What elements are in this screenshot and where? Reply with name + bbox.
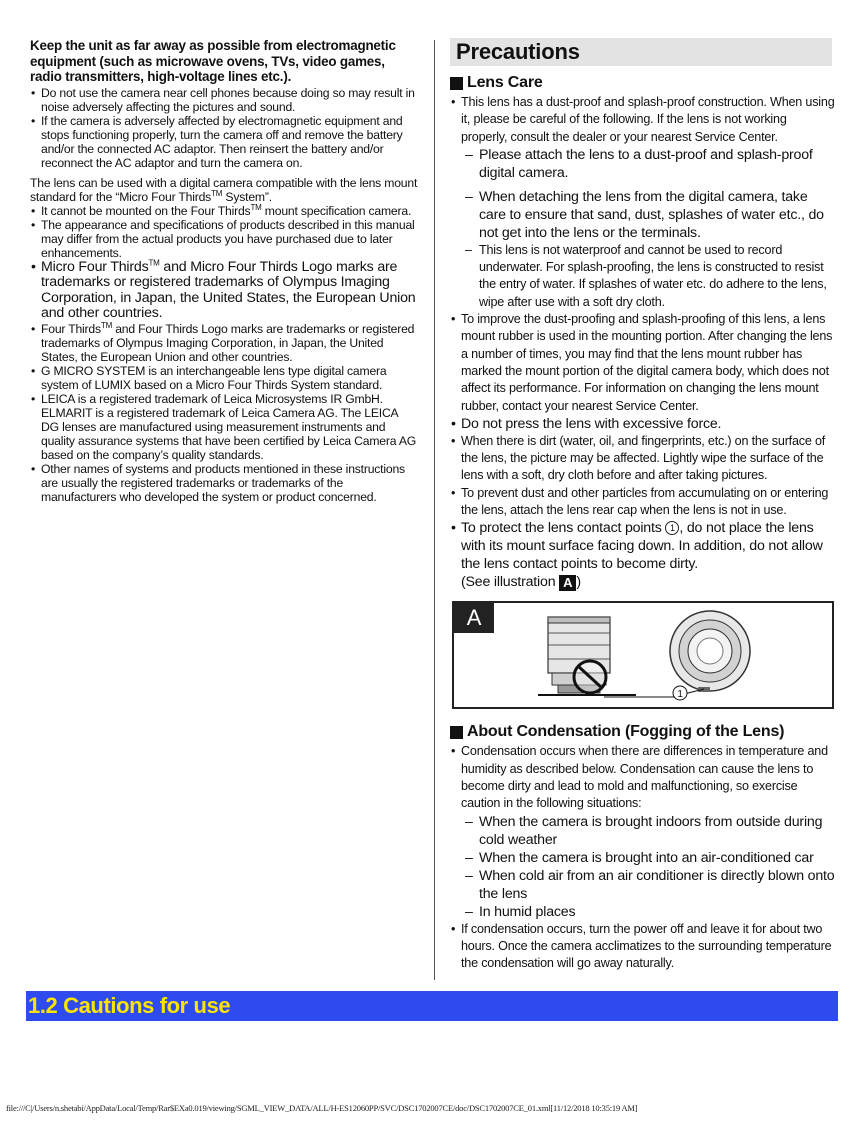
lens-drawing — [454, 603, 832, 707]
list-item: – Please attach the lens to a dust-proof and splash-proof digital camera. — [465, 146, 835, 182]
list-item: • To improve the dust-proofing and splash-proofing of this lens, a lens mount rubber is used in the mounting portion. After changing the lens a number of times, you may find that the lens mount rubber has marked the mount portion of the digital camera body, which does not affect its performance. For information on changing the lens mount rubber, contact your nearest Service Center. — [450, 311, 835, 415]
square-bullet-icon — [450, 726, 463, 739]
list-item: – When the camera is brought into an air-conditioned car — [465, 849, 835, 867]
list-item: • This lens has a dust-proof and splash-proof construction. When using it, please be careful of the following. If the lens is not working properly, consult the dealer or your nearest Service Center. — [450, 94, 835, 146]
list-item: – This lens is not waterproof and cannot be used to record underwater. For splash-proofing, the lens is constructed to resist the entry of water. If splashes of water etc. do adhere to the lens, wipe after use with a soft dry cloth. — [465, 242, 835, 311]
section-heading-band: 1.2 Cautions for use — [26, 991, 838, 1021]
electromagnetic-bullets — [30, 86, 418, 170]
list-item: • If condensation occurs, turn the power off and leave it for about two hours. Once the camera acclimatizes to the surrounding temperature the condensation will go away naturally. — [450, 921, 835, 973]
page-title: Precautions — [450, 38, 832, 66]
list-item: • Other names of systems and products mentioned in these instructions are usually the registered trademarks or trademarks of the manufacturers who developed the system or product concerned. — [30, 462, 418, 504]
list-item: • Micro Four Thirds™ and Micro Four Thirds Logo marks are trademarks or registered trademarks of Olympus Imaging Corporation, in Japan, the United States, the European Union and other countries. — [30, 260, 418, 322]
list-item: • To protect the lens contact points 1 , do not place the lens with its mount surface facing down. In addition, do not allow the lens contact points to become dirty. (See illustration A ) — [450, 519, 835, 591]
lens-care-dash-list — [450, 146, 835, 311]
condensation-heading: About Condensation (Fogging of the Lens) — [450, 723, 835, 741]
left-column — [30, 38, 418, 504]
electromagnetic-heading: Keep the unit as far away as possible from electromagnetic equipment (such as microwave ovens, TVs, video games, radio transmitters, high-voltage lines etc.). — [30, 38, 396, 84]
list-item: • If the camera is adversely affected by electromagnetic equipment and stops functioning properly, turn the camera off and remove the battery and/or the connected AC adaptor. Then reinsert the battery and/or reconnect the AC adaptor and turn the camera on. — [30, 114, 418, 170]
square-bullet-icon — [450, 77, 463, 90]
list-item: • It cannot be mounted on the Four Thirds™ mount specification camera. — [30, 204, 418, 218]
list-item: – When the camera is brought indoors from outside during cold weather — [465, 813, 835, 849]
condensation-outro-list — [450, 921, 835, 973]
list-item: • Do not use the camera near cell phones because doing so may result in noise adversely affecting the pictures and sound. — [30, 86, 418, 114]
list-item: • To prevent dust and other particles from accumulating on or entering the lens, attach the lens rear cap when the lens is not in use. — [450, 485, 835, 520]
list-item: • Condensation occurs when there are differences in temperature and humidity as described below. Condensation can cause the lens to become dirty and lead to mold and malfunctioning, so exercise caution in the following situations: — [450, 743, 835, 812]
list-item: • When there is dirt (water, oil, and fingerprints, etc.) on the surface of the lens, the picture may be affected. Lightly wipe the surface of the lens with a soft, dry cloth before and after taking pictures. — [450, 433, 835, 485]
compatibility-bullets — [30, 204, 418, 504]
callout-number: 1 — [665, 521, 679, 535]
list-item: – When cold air from an air conditioner is directly blown onto the lens — [465, 867, 835, 903]
lens-care-bullets — [450, 311, 835, 591]
list-item: • LEICA is a registered trademark of Leica Microsystems IR GmbH. ELMARIT is a registered trademark of Leica Camera AG. The LEICA DG lenses are manufactured using measurement instruments and quality assurance systems that have been certified by Leica Camera AG based on the company’s quality standards. — [30, 392, 418, 462]
file-path-footer: file:///C|/Users/n.shetabi/AppData/Local/Temp/Rar$EXa0.019/viewing/SGML_VIEW_DATA/ALL/H-ES12060PP/SVC/DSC1702007CE/doc/DSC1702007CE_01.xml[11/12/2018 10:35:19 AM] — [6, 1103, 638, 1113]
callout-number: 1 — [677, 689, 683, 701]
compatibility-paragraph: The lens can be used with a digital camera compatible with the lens mount standard for the “Micro Four Thirds™ System”. — [30, 175, 418, 204]
lens-illustration — [452, 601, 834, 709]
list-item: • The appearance and specifications of products described in this manual may differ from the actual products you have purchased due to later enhancements. — [30, 218, 418, 260]
lens-care-heading: Lens Care — [450, 74, 835, 92]
condensation-dash-list — [450, 813, 835, 921]
right-column — [450, 38, 835, 972]
illustration-a-icon: A — [559, 575, 576, 591]
condensation-list — [450, 743, 835, 812]
column-divider — [434, 40, 435, 980]
list-item: • Four Thirds™ and Four Thirds Logo marks are trademarks or registered trademarks of Olympus Imaging Corporation, in Japan, the United States, the European Union and other countries. — [30, 322, 418, 364]
list-item: • Do not press the lens with excessive force. — [450, 415, 835, 433]
illustration-label: A — [454, 603, 494, 633]
list-item: • G MICRO SYSTEM is an interchangeable lens type digital camera system of LUMIX based on a Micro Four Thirds System standard. — [30, 364, 418, 392]
list-item: – When detaching the lens from the digital camera, take care to ensure that sand, dust, splashes of water etc., do not get into the lens or the terminals. — [465, 188, 835, 242]
list-item: – In humid places — [465, 903, 835, 921]
lens-care-list — [450, 94, 835, 146]
